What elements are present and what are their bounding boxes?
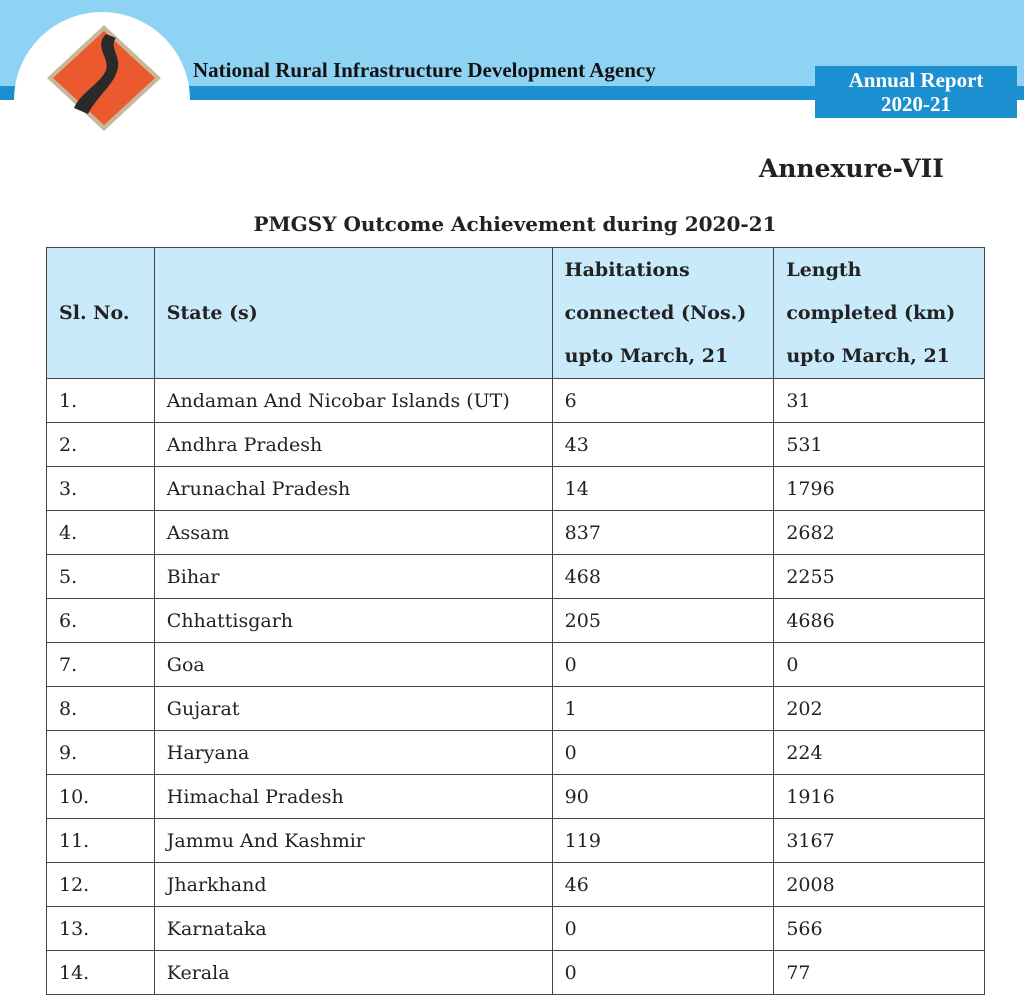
cell-habitations: 46: [552, 863, 774, 907]
cell-habitations: 6: [552, 379, 774, 423]
cell-length: 202: [774, 687, 985, 731]
table-row: [47, 599, 985, 643]
annual-report-badge: [815, 66, 1017, 118]
cell-length: 3167: [774, 819, 985, 863]
table-row: [47, 819, 985, 863]
header-line: completed (km): [786, 301, 956, 324]
header-line: upto March, 21: [786, 344, 950, 367]
cell-habitations: 837: [552, 511, 774, 555]
cell-habitations: 205: [552, 599, 774, 643]
cell-state: Jharkhand: [154, 863, 552, 907]
table-title: PMGSY Outcome Achievement during 2020-21: [253, 212, 777, 236]
header-line: Habitations: [564, 258, 690, 281]
table-row: [47, 951, 985, 995]
cell-habitations: 0: [552, 731, 774, 775]
table-row: [47, 511, 985, 555]
cell-habitations: 43: [552, 423, 774, 467]
cell-habitations: 14: [552, 467, 774, 511]
report-title: Annual Report: [848, 68, 984, 92]
cell-habitations: 1: [552, 687, 774, 731]
column-header-habitations: [552, 248, 774, 379]
cell-length: 566: [774, 907, 985, 951]
cell-sl-no: 8.: [47, 687, 155, 731]
cell-sl-no: 14.: [47, 951, 155, 995]
cell-state: Haryana: [154, 731, 552, 775]
cell-sl-no: 7.: [47, 643, 155, 687]
table-row: [47, 467, 985, 511]
cell-state: Karnataka: [154, 907, 552, 951]
header-line: upto March, 21: [564, 344, 729, 367]
cell-length: 77: [774, 951, 985, 995]
cell-state: Arunachal Pradesh: [154, 467, 552, 511]
cell-length: 31: [774, 379, 985, 423]
column-header-length: [774, 248, 985, 379]
cell-sl-no: 5.: [47, 555, 155, 599]
cell-sl-no: 1.: [47, 379, 155, 423]
cell-length: 2682: [774, 511, 985, 555]
cell-habitations: 0: [552, 643, 774, 687]
cell-state: Andaman And Nicobar Islands (UT): [154, 379, 552, 423]
cell-length: 531: [774, 423, 985, 467]
table-header-row: [47, 248, 985, 379]
report-year: 2020-21: [881, 92, 951, 116]
cell-state: Himachal Pradesh: [154, 775, 552, 819]
cell-state: Goa: [154, 643, 552, 687]
cell-sl-no: 11.: [47, 819, 155, 863]
annexure-heading: Annexure-VII: [758, 154, 944, 183]
cell-habitations: 0: [552, 907, 774, 951]
cell-length: 2255: [774, 555, 985, 599]
cell-sl-no: 2.: [47, 423, 155, 467]
cell-state: Assam: [154, 511, 552, 555]
cell-length: 4686: [774, 599, 985, 643]
cell-length: 0: [774, 643, 985, 687]
cell-habitations: 468: [552, 555, 774, 599]
table-row: [47, 731, 985, 775]
table-row: [47, 907, 985, 951]
table-row: [47, 775, 985, 819]
cell-state: Kerala: [154, 951, 552, 995]
cell-habitations: 0: [552, 951, 774, 995]
column-header-sl-no: Sl. No.: [47, 248, 155, 379]
cell-habitations: 119: [552, 819, 774, 863]
header-line: connected (Nos.): [564, 301, 747, 324]
table-row: [47, 643, 985, 687]
cell-length: 2008: [774, 863, 985, 907]
cell-sl-no: 13.: [47, 907, 155, 951]
table-row: [47, 423, 985, 467]
table-row: [47, 379, 985, 423]
cell-sl-no: 12.: [47, 863, 155, 907]
cell-state: Gujarat: [154, 687, 552, 731]
cell-sl-no: 10.: [47, 775, 155, 819]
cell-sl-no: 4.: [47, 511, 155, 555]
cell-length: 1916: [774, 775, 985, 819]
column-header-state: State (s): [154, 248, 552, 379]
cell-sl-no: 3.: [47, 467, 155, 511]
outcome-table: [46, 247, 985, 995]
cell-state: Andhra Pradesh: [154, 423, 552, 467]
table-body: [47, 379, 985, 995]
agency-name: National Rural Infrastructure Development Agency: [193, 58, 656, 82]
cell-sl-no: 9.: [47, 731, 155, 775]
table-row: [47, 863, 985, 907]
nrida-road-logo-icon: [44, 22, 164, 134]
table-row: [47, 555, 985, 599]
cell-state: Bihar: [154, 555, 552, 599]
cell-length: 224: [774, 731, 985, 775]
cell-length: 1796: [774, 467, 985, 511]
table-row: [47, 687, 985, 731]
cell-state: Jammu And Kashmir: [154, 819, 552, 863]
cell-sl-no: 6.: [47, 599, 155, 643]
header-line: Length: [786, 258, 862, 281]
cell-habitations: 90: [552, 775, 774, 819]
cell-state: Chhattisgarh: [154, 599, 552, 643]
